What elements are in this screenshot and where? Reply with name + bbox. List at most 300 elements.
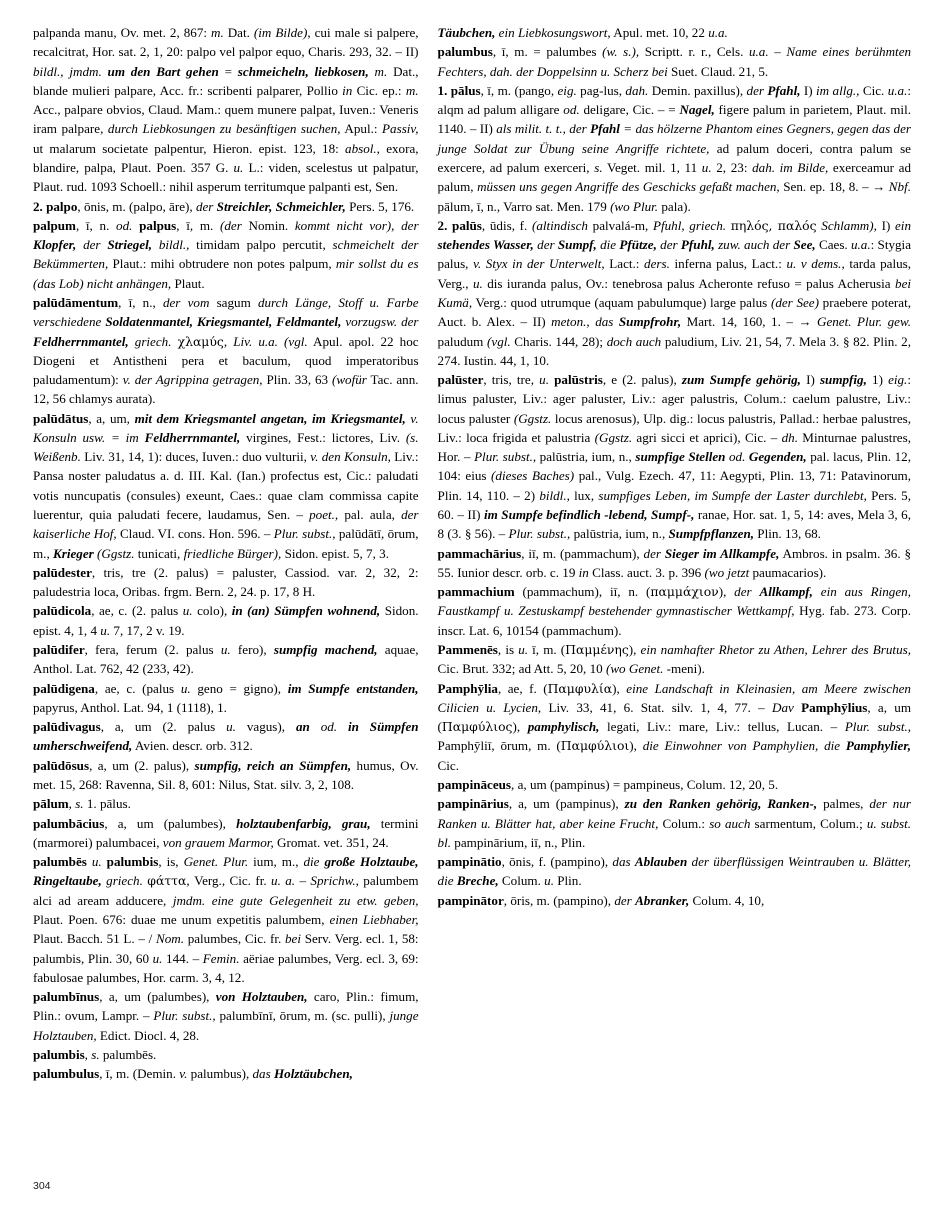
text-run: Tac. ann. 12, 56 chlamys aurata).	[33, 372, 419, 407]
text-run: Sidon. epist. 4, 1, 4	[33, 603, 419, 638]
dictionary-entry	[438, 544, 911, 583]
text-run: griech.	[134, 333, 178, 349]
text-run: 2, 23:	[711, 159, 753, 175]
text-run: , Verg., Cic. fr.	[186, 873, 272, 889]
text-run: Plin. 33, 63	[262, 372, 332, 388]
text-run: die Einwohner von Pamphylien, die	[642, 738, 846, 754]
text-run: v.	[179, 1066, 188, 1082]
text-run: , ōnis, m. (palpo, āre),	[77, 198, 196, 214]
dictionary-entry	[438, 42, 911, 81]
text-run: Cic. Brut. 332; ad Att. 5, 20, 10	[437, 661, 606, 677]
text-run: die	[303, 854, 325, 870]
text-run: v. der Agrippina getragen,	[122, 372, 263, 388]
text-run: schmeicheln, liebkosen,	[237, 63, 369, 79]
text-run: Sidon. epist. 5, 7, 3.	[281, 545, 389, 561]
text-run: -meni).	[663, 661, 705, 677]
text-run: Apul. apol. 22 hoc Diogeni et Antistheni pera et baculum, quod imperatoribus paludamentum):	[33, 333, 419, 388]
text-run: im Sumpfe entstanden,	[287, 680, 419, 696]
text-run: 144. –	[162, 950, 203, 966]
text-run: Genet. Plur. gew.	[816, 314, 911, 330]
text-run: ,	[223, 333, 234, 349]
two-column-body	[33, 23, 911, 1083]
dictionary-entry	[33, 679, 419, 718]
text-run: dah.	[625, 82, 649, 98]
text-run: Veget. mil. 1, 11	[602, 159, 702, 175]
text-run: von grauem Marmor,	[162, 834, 274, 850]
text-run: Colum.:	[658, 815, 710, 831]
text-run: Pers. 5, 60. – II)	[437, 487, 911, 523]
text-run: ),	[629, 738, 643, 754]
text-run: u.	[220, 642, 231, 657]
text-run: od.	[728, 449, 746, 465]
text-run: Krieger	[53, 545, 94, 561]
text-run: ),	[512, 719, 528, 735]
text-run: , a, um (palumbes),	[99, 989, 216, 1005]
text-run: figere palum in parietem, Plaut. mil. 1140. – II)	[437, 102, 911, 137]
text-run: , ī, m. (Demin.	[99, 1066, 180, 1082]
text-run: Acc., palpare obvios, Claud. Mam.: quem munere palpat, Iuven.: Veneris iram palpare,	[33, 102, 419, 137]
text-run: , is	[497, 642, 519, 657]
text-run: holztaubenfarbig, grau,	[236, 815, 371, 831]
text-run: φάττα	[147, 873, 187, 889]
text-run: palūstria, ium, n.,	[536, 449, 636, 465]
text-run: : Stygia palus,	[437, 237, 912, 272]
text-run: Cic.	[859, 82, 888, 98]
text-run: Nom.	[155, 931, 184, 947]
text-run: I)	[800, 82, 817, 98]
text-run: Liv. u.a. (vgl.	[233, 333, 308, 349]
text-run: timidam palpo percutit,	[189, 237, 333, 253]
text-run: Pammenēs	[437, 642, 498, 657]
text-run: ein aus Ringen, Faustkampf u. Zestuskampf bestehender gymnastischer Wettkampf,	[437, 584, 911, 619]
text-run: Sumpfpflanzen,	[668, 526, 755, 542]
dictionary-entry	[438, 794, 911, 852]
text-run: u.a.	[708, 25, 728, 40]
text-run: 7, 17, 2 v. 19.	[110, 622, 185, 638]
text-run: palmes,	[817, 796, 870, 812]
text-run: Minturnae palustres, Hor. –	[437, 429, 911, 465]
text-run: palūdāmentum	[33, 294, 119, 310]
text-run: (wofür	[331, 372, 367, 388]
text-run: Pfuhl, griech.	[652, 217, 731, 233]
text-run: Παμφύλιοι	[560, 738, 630, 754]
text-run: Verg.: quod utrumque (aquam pabulumque) large palus	[472, 294, 771, 310]
text-run: m.	[405, 82, 419, 98]
text-run: , ūdis, f.	[481, 217, 532, 233]
text-run: Nomin.	[248, 217, 295, 233]
text-run: im Sumpfe befindlich -lebend, Sumpf-,	[484, 507, 695, 523]
right-column	[438, 23, 911, 1083]
text-run: (wo Genet.	[605, 661, 664, 677]
text-run: pammachārius	[437, 545, 522, 561]
text-run: See,	[793, 237, 816, 253]
text-run: paludum	[437, 333, 488, 349]
text-run: u.	[100, 622, 111, 638]
text-run: palumbēs.	[99, 1046, 157, 1062]
text-run: Gromat. vet. 351, 24.	[273, 834, 389, 850]
text-run: palumbēs	[33, 854, 87, 870]
text-run: s.	[75, 796, 84, 812]
text-run: der	[660, 237, 681, 253]
text-run: , ōnis, f. (pampino),	[501, 854, 613, 870]
text-run: aëriae palumbes, Verg. ecl. 3, 69: fabulosae palumbes, Hor. carm. 3, 4, 12.	[33, 950, 419, 985]
text-run: pala).	[658, 198, 691, 214]
text-run: sumpfig machend,	[273, 642, 378, 657]
dictionary-entry	[33, 717, 419, 756]
text-run: Nbf.	[888, 179, 911, 195]
text-run: =	[218, 63, 238, 79]
text-run: sumpfiges Leben, im Sumpfe der Laster durchlebt,	[598, 487, 867, 503]
text-run: palūdester	[33, 564, 92, 580]
text-run: deligare, Cic. – =	[579, 102, 680, 118]
text-run: pampinātor	[437, 892, 504, 908]
text-run: Edict. Diocl. 4, 28.	[96, 1027, 200, 1043]
dictionary-entry	[438, 216, 911, 370]
text-run: u.	[226, 719, 236, 735]
text-run: colo),	[192, 603, 232, 619]
text-run: bildl., jmdm.	[33, 63, 108, 79]
text-run: an	[295, 719, 321, 735]
text-run: bei Kumä,	[437, 275, 912, 310]
text-run: vorzugsw. der	[345, 314, 419, 330]
text-run: Schlamm),	[821, 217, 877, 233]
text-run: durch Länge, Stoff u. Farbe verschiedene	[33, 294, 419, 330]
text-run: : alqm ad palum alligare	[437, 82, 911, 118]
text-run: , a, um (2. palus	[100, 719, 227, 735]
text-run: ut malarum societate palpentur, Hieron. epist. 123, 18:	[33, 140, 346, 156]
text-run: vagus),	[235, 719, 296, 735]
text-run: od.	[563, 102, 580, 118]
text-run: ein namhafter Rhetor zu Athen, Lehrer des Brutus,	[640, 642, 911, 657]
text-run: v. Konsuln usw. = im	[33, 410, 419, 445]
dictionary-entry	[438, 775, 911, 794]
dictionary-entry	[33, 987, 419, 1045]
text-run: Παμμένης	[565, 642, 629, 657]
text-run: Soldatenmantel, Kriegsmantel, Feldmantel,	[105, 314, 342, 330]
text-run: Plur. subst.,	[153, 1008, 216, 1024]
text-run: ,	[68, 796, 76, 812]
text-run: : limus paluster, Liv.: ager paluster, Liv.: ager palustris, Colum.: caelum palustre, Liv.: locus paluster	[437, 372, 911, 426]
text-run: = das hölzerne Phantom eines Gegners, gegen das der junge Soldat zur Übung seine Angriffe richtete,	[437, 121, 911, 156]
text-run: od.	[320, 719, 338, 735]
text-run: , ī, n.,	[118, 294, 163, 310]
text-run: pamphylisch,	[527, 719, 600, 735]
text-run: palūdātus	[33, 410, 89, 426]
text-run: einen Liebhaber,	[329, 911, 419, 927]
text-run	[152, 237, 159, 252]
text-run: Caes.	[815, 237, 851, 253]
text-run: praebere poterat, Auct. b. Alex. – II)	[437, 294, 912, 330]
text-run: palūdicola	[33, 603, 92, 619]
text-run: der überflüssigen Weintrauben u. Blätter, die	[437, 854, 911, 889]
text-run: Suet. Claud. 21, 5.	[667, 63, 769, 79]
text-run: v. den Konsuln,	[310, 449, 391, 465]
text-run: (dieses Baches)	[491, 468, 575, 484]
text-run: Παμφυλία	[547, 680, 613, 696]
dictionary-entry	[33, 197, 419, 216]
text-run: u. subst. bl.	[437, 815, 911, 850]
text-run: Class. auct. 3. p. 396	[588, 564, 705, 580]
text-run: um den Bart gehen	[107, 63, 219, 79]
text-run: Klopfer,	[33, 237, 77, 253]
text-run: , fera, ferum (2. palus	[84, 642, 221, 657]
text-run: kommt nicht vor), der	[294, 217, 419, 233]
dictionary-entry	[438, 582, 911, 640]
text-run: –	[295, 873, 311, 889]
text-run: v. Styx in der Unterwelt,	[473, 256, 605, 272]
text-run: Dat., blande mulieri palpare, Acc. fr.: scribenti palparer, Pollio	[33, 63, 419, 98]
text-run: in (an) Sümpfen wohnend,	[231, 603, 381, 619]
text-run: fero),	[230, 642, 274, 657]
text-run: palumbis	[106, 854, 159, 870]
text-run: pālum	[33, 796, 69, 812]
text-run: die	[600, 237, 620, 253]
text-run: stehendes Wasser,	[437, 237, 534, 253]
text-run: πηλός, παλός	[730, 217, 817, 233]
text-run: , a, um (	[437, 699, 912, 735]
text-run: müssen uns gegen Angriffe des Geschicks gefaßt machen,	[477, 179, 780, 195]
text-run: Holztäubchen,	[273, 1066, 353, 1082]
text-run: Genet. Plur.	[183, 854, 249, 870]
text-run: (vgl.	[487, 333, 511, 349]
text-run: m.	[211, 25, 224, 40]
text-run: Liv. 33, 41, 6. Stat. silv. 1, 4, 77. –	[541, 699, 773, 715]
text-run: s.	[91, 1046, 100, 1062]
text-run: Hyg. fab. 273. Corp. inscr. Lat. 6, 10154 (pammachum).	[437, 603, 911, 638]
text-run: ein	[895, 217, 911, 233]
text-run: u.	[91, 854, 102, 870]
dictionary-entry	[33, 852, 419, 987]
text-run: Pfahl	[590, 121, 620, 137]
text-run: s.	[594, 159, 603, 175]
text-run: Plin.	[553, 873, 582, 889]
text-run: Striegel,	[107, 237, 153, 253]
text-run: ders.	[644, 256, 670, 272]
text-run: sagum	[216, 294, 258, 310]
text-run: 2. palūs	[437, 217, 482, 233]
dictionary-entry	[33, 640, 419, 679]
text-run: (Ggstz.	[97, 545, 135, 561]
text-run: Dat.	[223, 25, 254, 40]
text-run: palumbulus	[33, 1066, 100, 1082]
text-run: 1)	[866, 372, 889, 388]
text-run: , e (2. palus),	[602, 372, 682, 388]
text-run: Παμφύλιος	[441, 719, 513, 735]
text-run: (Ggstz.	[513, 410, 552, 426]
left-column	[33, 23, 419, 1083]
text-run: (der See)	[770, 294, 819, 310]
text-run: u. v dems.,	[786, 256, 845, 272]
text-run: Plaut. Bacch. 51 L. – /	[33, 931, 156, 947]
text-run: , ae, f. (	[497, 680, 548, 696]
text-run: pampinārium, iī, n., Plin.	[451, 834, 586, 850]
text-run: ,	[84, 1046, 92, 1062]
text-run: papyrus, Anthol. Lat. 94, 1 (1118), 1.	[33, 699, 227, 715]
text-run: pampinārius	[437, 796, 509, 812]
text-run: ),	[718, 584, 735, 600]
text-run: legati, Liv.: mare, Liv.: tellus, Lucan. –	[599, 719, 845, 735]
text-run: Pamphȳliī, ōrum, m. (	[437, 738, 561, 754]
text-run: palūdivagus	[33, 719, 101, 735]
text-run: u.a.	[850, 237, 871, 253]
text-run: palūdātī, ōrum, m.,	[33, 526, 419, 561]
dictionary-entry	[33, 1064, 419, 1083]
text-run: bei	[285, 931, 301, 947]
text-run: palvalá-m,	[592, 217, 653, 233]
text-run: ī, m. (	[528, 642, 566, 657]
dictionary-entry	[438, 679, 911, 775]
text-run: ium, m.,	[248, 854, 304, 870]
text-run: palpanda manu, Ov. met. 2, 867:	[33, 25, 211, 40]
text-run: (der	[220, 217, 249, 233]
text-run: Feldherrnmantel,	[33, 333, 129, 349]
text-run: schmeichelt der Bekümmerten,	[33, 237, 419, 272]
dictionary-entry	[438, 852, 911, 891]
text-run: palumbus	[437, 44, 493, 60]
text-run: Plur. subst.,	[474, 449, 537, 465]
text-run	[337, 719, 348, 734]
text-run: ranae, Hor. sat. 1, 5, 14: aves, Mela 3, 6, 8 (3. § 56). –	[437, 507, 911, 542]
text-run: poet.,	[309, 507, 339, 523]
text-run: sumpfige Stellen	[635, 449, 729, 465]
text-run: tunicati,	[134, 545, 184, 561]
text-run: (wo Plur.	[610, 198, 659, 214]
text-run: , a, um (pampinus),	[508, 796, 625, 812]
text-run: m.	[374, 63, 388, 79]
text-run: paludium, Liv. 21, 54, 7. Mela 3. § 82. Plin. 2, 274. Iustin. 44, 1, 10.	[437, 333, 911, 368]
text-run: Sieger im Allkampfe,	[664, 545, 780, 561]
text-run: palūster	[437, 372, 484, 388]
text-run: Nagel,	[679, 102, 715, 118]
text-run: meton., das	[551, 314, 619, 330]
text-run: griech.	[106, 873, 148, 889]
text-run: , a, um (palumbes),	[104, 815, 237, 831]
dictionary-entry	[33, 794, 419, 813]
text-run: tarda palus, Verg.,	[437, 256, 912, 291]
text-run: friedliche Bürger),	[183, 545, 282, 561]
text-run: Täubchen,	[437, 25, 496, 40]
text-run: Allkampf,	[759, 584, 813, 600]
text-run: , ī, m. = palumbes	[492, 44, 603, 60]
text-run: Pamphylier,	[845, 738, 911, 754]
text-run: junge Holztauben,	[33, 1008, 419, 1043]
text-run: pammachium	[437, 584, 515, 600]
text-run: im allg.,	[816, 82, 860, 98]
text-run: sumpfig,	[819, 372, 867, 388]
text-run: palūstria, ium, n.,	[570, 526, 669, 542]
text-run: zu den Ranken gehörig, Ranken-,	[624, 796, 818, 812]
text-run: pal. aula,	[338, 507, 402, 523]
text-run: Avien. descr. orb. 312.	[132, 738, 253, 754]
dictionary-entry	[438, 81, 911, 216]
text-run: palūstris	[554, 372, 603, 388]
text-run: , ōris, m. (pampino),	[503, 892, 615, 908]
text-run: palpus	[139, 217, 177, 233]
text-run: 1. pālus	[437, 82, 481, 98]
text-run: palumbīnī, ōrum, m. (sc. pulli),	[215, 1008, 390, 1024]
text-run: jmdm. eine gute Gelegenheit zu etw. geben,	[172, 892, 419, 908]
text-run: locus arenosus), Ulp. dig.: locus palustris, Pallad.: herbae palustres, Liv.: loca frigida et palustria	[437, 410, 911, 445]
text-run: u.a.	[887, 82, 908, 98]
text-run: exora, blandire, palpa, Plaut. Poen. 357 G.	[33, 140, 419, 175]
text-run: Cic.	[437, 757, 460, 773]
text-run: Mart. 14, 160, 1. – →	[681, 314, 817, 330]
text-run: palumbācius	[33, 815, 105, 831]
dictionary-entry	[33, 756, 419, 795]
dictionary-entry	[438, 891, 911, 910]
text-run: , cui male si palpere, recalcitrat, Hor. sat. 2, 1, 20: palpo vel palpor equo, Charis. 293, 32. – II)	[33, 25, 419, 60]
text-run: Charis. 144, 28);	[510, 333, 607, 349]
text-run: I)	[876, 217, 895, 233]
text-run: humus, Ov. met. 15, 268: Ravenna, Sil. 8, 601: Nilus, Stat. silv. 3, 2, 108.	[33, 757, 419, 792]
text-run: Plur. subst.,	[508, 526, 571, 542]
text-run: u.	[701, 159, 712, 175]
dictionary-entry	[33, 814, 419, 853]
text-run: lux,	[569, 487, 599, 503]
text-run: caro, Plin.: fimum, Plin.: ovum, Lampr. –	[33, 989, 419, 1024]
text-run: der kaiserliche Hof,	[33, 507, 419, 542]
dictionary-entry	[33, 601, 419, 640]
page-number: 304	[33, 1180, 51, 1192]
text-run: (Ggstz.	[594, 429, 633, 445]
text-run: , ī, m.	[176, 217, 220, 233]
text-run: Pers. 5, 176.	[345, 198, 415, 214]
text-run: Apul. met. 10, 22	[610, 25, 709, 40]
text-run: Sen. ep. 18, 8. – →	[779, 179, 889, 195]
text-run: Scriptt. r. r., Cels.	[639, 44, 749, 60]
text-run: palumbes, Cic. fr.	[183, 931, 285, 947]
text-run: virgines, Fest.: lictores, Liv.	[240, 429, 406, 445]
text-run: , ī, m. (pango,	[480, 82, 558, 98]
text-run: pal. lacus, Plin. 12, 104: eius	[437, 449, 911, 484]
text-run: palūdigena	[33, 680, 95, 696]
text-run: exerceamur ad palum,	[437, 159, 911, 195]
text-run: (im Bilde)	[253, 25, 308, 40]
entry-continuation	[438, 23, 911, 42]
text-run: (wo jetzt	[704, 564, 750, 580]
text-run: palumbem alci ad aream adducere,	[33, 873, 419, 908]
text-run: pampinātio	[437, 854, 502, 870]
text-run: Serv. Verg. ecl. 1, 58: palumbis, Plin. 30, 60	[33, 931, 419, 966]
text-run: 2. palpo	[33, 198, 78, 214]
text-run: , is,	[158, 854, 184, 870]
text-run: L.: viden, scelestus ut palpatur, Plaut. rud. 1093 Schoell.: nihil asperum territumque palpanti est, Sen.	[33, 159, 419, 195]
text-run: Name eines berühmten Fechters, dah. der Doppelsinn u. Scherz bei	[437, 44, 912, 79]
text-run: , a, um (2. palus),	[89, 757, 195, 773]
text-run: der	[195, 198, 217, 214]
text-run: sarmentum, Colum.;	[750, 815, 867, 831]
text-run: u.a.	[748, 44, 769, 60]
text-run: palumbis	[33, 1046, 85, 1062]
dictionary-entry	[33, 409, 419, 563]
text-run: Plaut. Poen. 676: duae me unum expetitis palumbem,	[33, 911, 330, 927]
text-run: χλαμύς	[177, 333, 224, 349]
text-run: dah. im Bilde,	[752, 159, 829, 175]
text-run: Dav	[772, 699, 794, 715]
text-run: pal., Vulg. Ezech. 47, 11: Aegypti, Plin. 13, 71: Patavinorum, Plin. 14, 110. – 2)	[437, 468, 911, 503]
text-run: Pfahl,	[767, 82, 801, 98]
dictionary-entry	[33, 293, 419, 409]
text-run: der	[734, 584, 760, 600]
text-run: (s. Weißenb.	[33, 429, 419, 465]
text-run: (altindisch	[531, 217, 593, 233]
text-run: Apul.:	[340, 121, 383, 137]
text-run: der	[83, 237, 108, 253]
text-run: ad palum doceri, contra palum se exercere, ad palum exerceri,	[437, 140, 911, 175]
text-run: bildl.,	[539, 487, 570, 503]
text-run: der	[614, 892, 636, 908]
dictionary-entry	[33, 1045, 419, 1064]
